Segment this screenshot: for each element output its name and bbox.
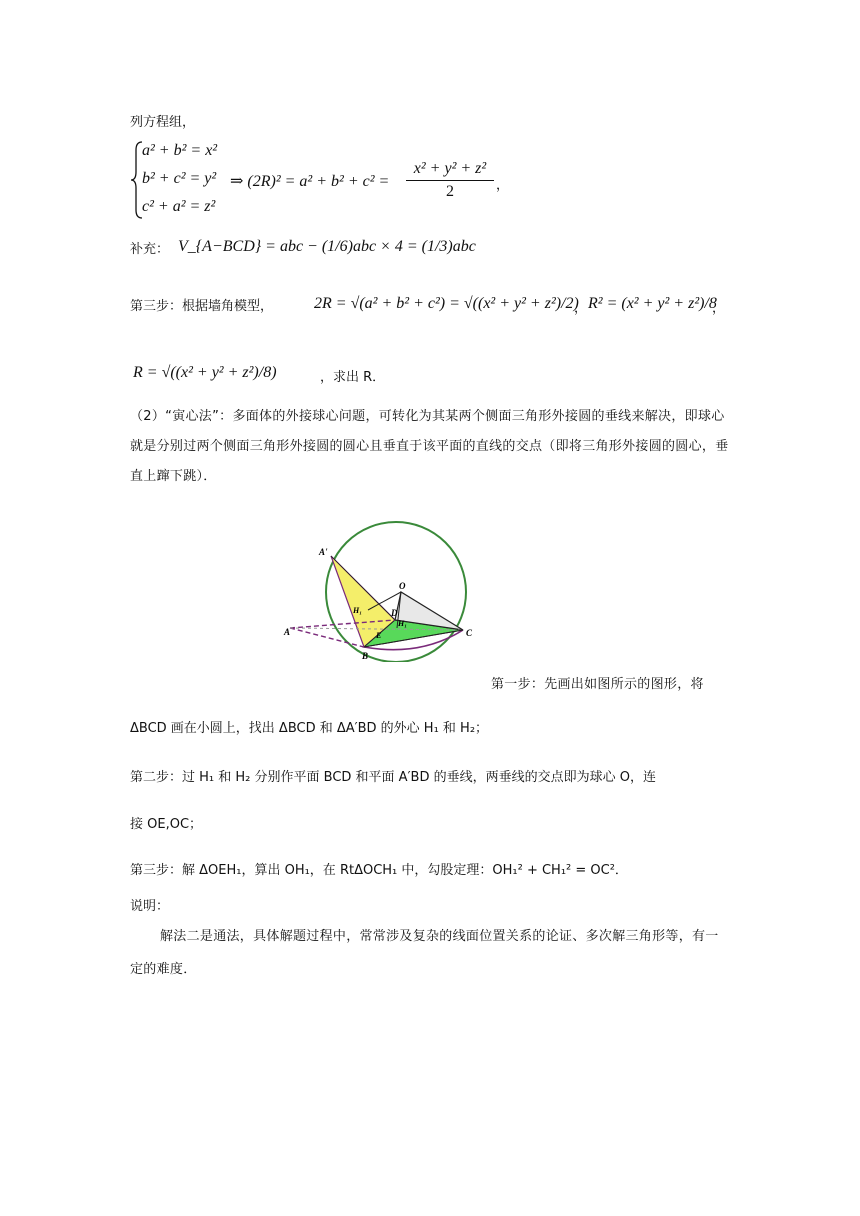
step3-end: ，求出 R．	[320, 370, 386, 385]
fraction-denominator: 2	[446, 183, 454, 200]
label-h1: H₁	[398, 619, 408, 628]
step2-text-b: 接 OE,OC；	[130, 817, 203, 832]
dashed-ab	[290, 628, 364, 647]
note-label: 说明：	[130, 899, 170, 914]
method2-paragraph: （2）“寅心法”：多面体的外接球心问题，可转化为其某两个侧面三角形外接圆的垂线来解决，即球心就是分别过两个侧面三角形外接圆的圆心且垂直于该平面的直线的交点（即将三角形外接圆的圆心，垂直上蹿下跳）．	[130, 409, 729, 484]
step3-formula-3: R = √((x² + y² + z²)/8)	[133, 364, 277, 381]
geometry-figure	[280, 512, 490, 662]
label-b: B	[362, 651, 369, 661]
supplement-label: 补充：	[130, 242, 170, 257]
fraction-numerator: x² + y² + z²	[413, 160, 487, 177]
step3-label: 第三步：根据墙角模型，	[130, 299, 274, 314]
intro-text: 列方程组，	[130, 115, 196, 130]
comma: ，	[496, 178, 510, 193]
equation-system	[130, 140, 550, 220]
step3-sep: ，	[574, 301, 588, 316]
label-a: A	[284, 627, 291, 637]
label-d: D	[391, 608, 398, 618]
equation-row-2: b² + c² = y²	[142, 170, 217, 187]
equation-implies: ⇒ (2R)² = a² + b² + c² =	[230, 173, 390, 190]
volume-formula: V_{A−BCD} = abc − (1/6)abc × 4 = (1/3)abc	[178, 238, 476, 255]
step1-text-a: 第一步：先画出如图所示的图形，将	[491, 677, 704, 692]
label-e: E	[376, 631, 382, 640]
label-h2: H₁	[353, 606, 363, 615]
fraction-bar	[406, 180, 494, 181]
note-text: 解法二是通法，具体解题过程中，常常涉及复杂的线面位置关系的论证、多次解三角形等，有一定的难度．	[130, 929, 719, 977]
label-o: O	[399, 581, 406, 591]
step2-text-a: 第二步：过 H₁ 和 H₂ 分别作平面 BCD 和平面 A′BD 的垂线，两垂线的交点即为球心 O，连	[130, 770, 656, 785]
equation-row-3: c² + a² = z²	[142, 198, 216, 215]
label-c: C	[466, 628, 473, 638]
label-a-prime: A'	[319, 547, 328, 557]
step3-formula-2: R² = (x² + y² + z²)/8	[588, 295, 717, 312]
step1-text-b: ΔBCD 画在小圆上，找出 ΔBCD 和 ΔA′BD 的外心 H₁ 和 H₂；	[130, 721, 489, 736]
step3-text: 第三步：解 ΔOEH₁，算出 OH₁，在 RtΔOCH₁ 中，勾股定理：OH₁² + CH₁² = OC²．	[130, 863, 628, 878]
equation-row-1: a² + b² = x²	[142, 142, 218, 159]
step3-trail: ，	[712, 301, 726, 316]
step3-formula-1: 2R = √(a² + b² + c²) = √((x² + y² + z²)/2)	[314, 295, 579, 312]
